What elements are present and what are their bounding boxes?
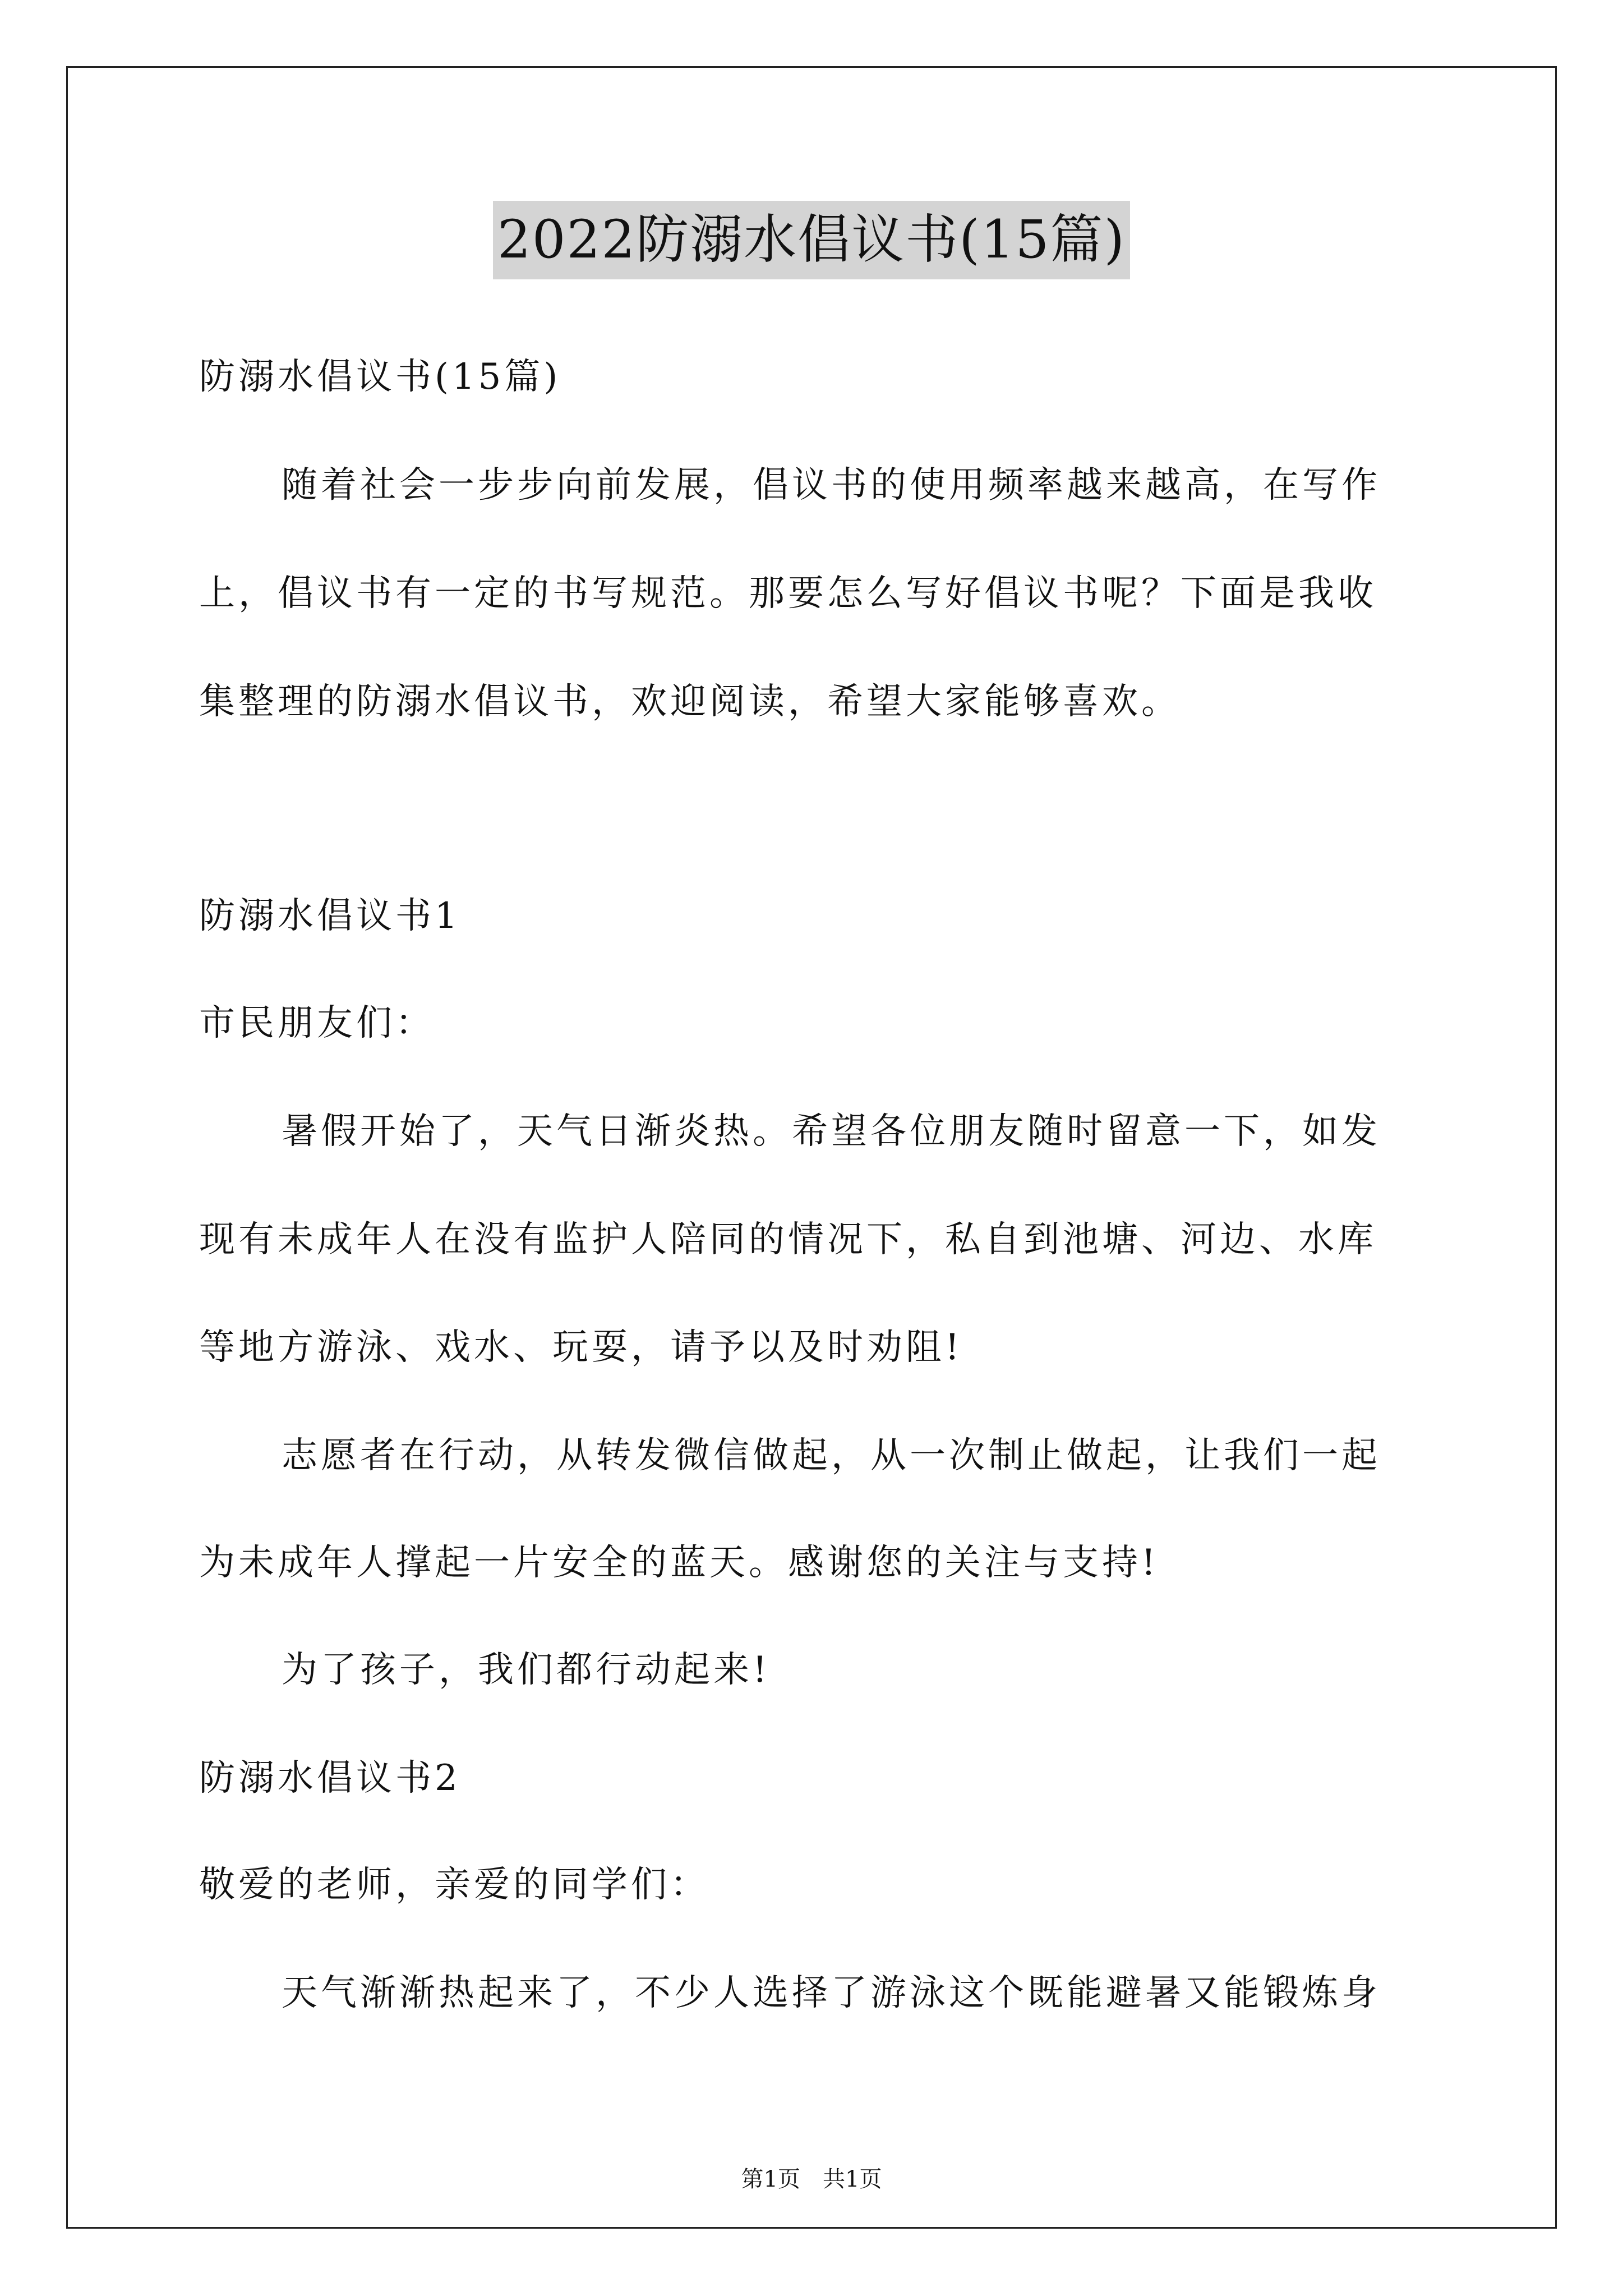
intro-line-1: 随着社会一步步向前发展，倡议书的使用频率越来越高，在写作: [282, 464, 1381, 506]
page-total: 共1页: [823, 2166, 882, 2192]
section-heading-2: 防溺水倡议书2: [199, 1757, 461, 1799]
subtitle: 防溺水倡议书(15篇): [199, 356, 561, 398]
page-number: 第1页: [741, 2166, 800, 2192]
salutation-1: 市民朋友们：: [199, 1002, 435, 1044]
paragraph-line: 天气渐渐热起来了，不少人选择了游泳这个既能避暑又能锻炼身: [282, 1972, 1381, 2014]
paragraph-line: 志愿者在行动，从转发微信做起，从一次制止做起，让我们一起: [282, 1435, 1381, 1476]
paragraph-line: 暑假开始了，天气日渐炎热。希望各位朋友随时留意一下，如发: [282, 1111, 1381, 1152]
title-wrap: [0, 201, 1623, 279]
document-title: 2022防溺水倡议书(15篇): [493, 201, 1130, 279]
intro-line-3: 集整理的防溺水倡议书，欢迎阅读，希望大家能够喜欢。: [199, 681, 1181, 723]
salutation-2: 敬爱的老师，亲爱的同学们：: [199, 1864, 709, 1906]
section-heading-1: 防溺水倡议书1: [199, 895, 461, 937]
page-footer: [0, 2162, 1623, 2196]
paragraph-line: 为未成年人撑起一片安全的蓝天。感谢您的关注与支持!: [199, 1542, 1159, 1584]
intro-line-2: 上，倡议书有一定的书写规范。那要怎么写好倡议书呢？下面是我收: [199, 573, 1377, 614]
paragraph-line: 为了孩子，我们都行动起来!: [282, 1649, 771, 1691]
paragraph-line: 现有未成年人在没有监护人陪同的情况下，私自到池塘、河边、水库: [199, 1219, 1377, 1260]
paragraph-line: 等地方游泳、戏水、玩耍，请予以及时劝阻!: [199, 1327, 963, 1368]
